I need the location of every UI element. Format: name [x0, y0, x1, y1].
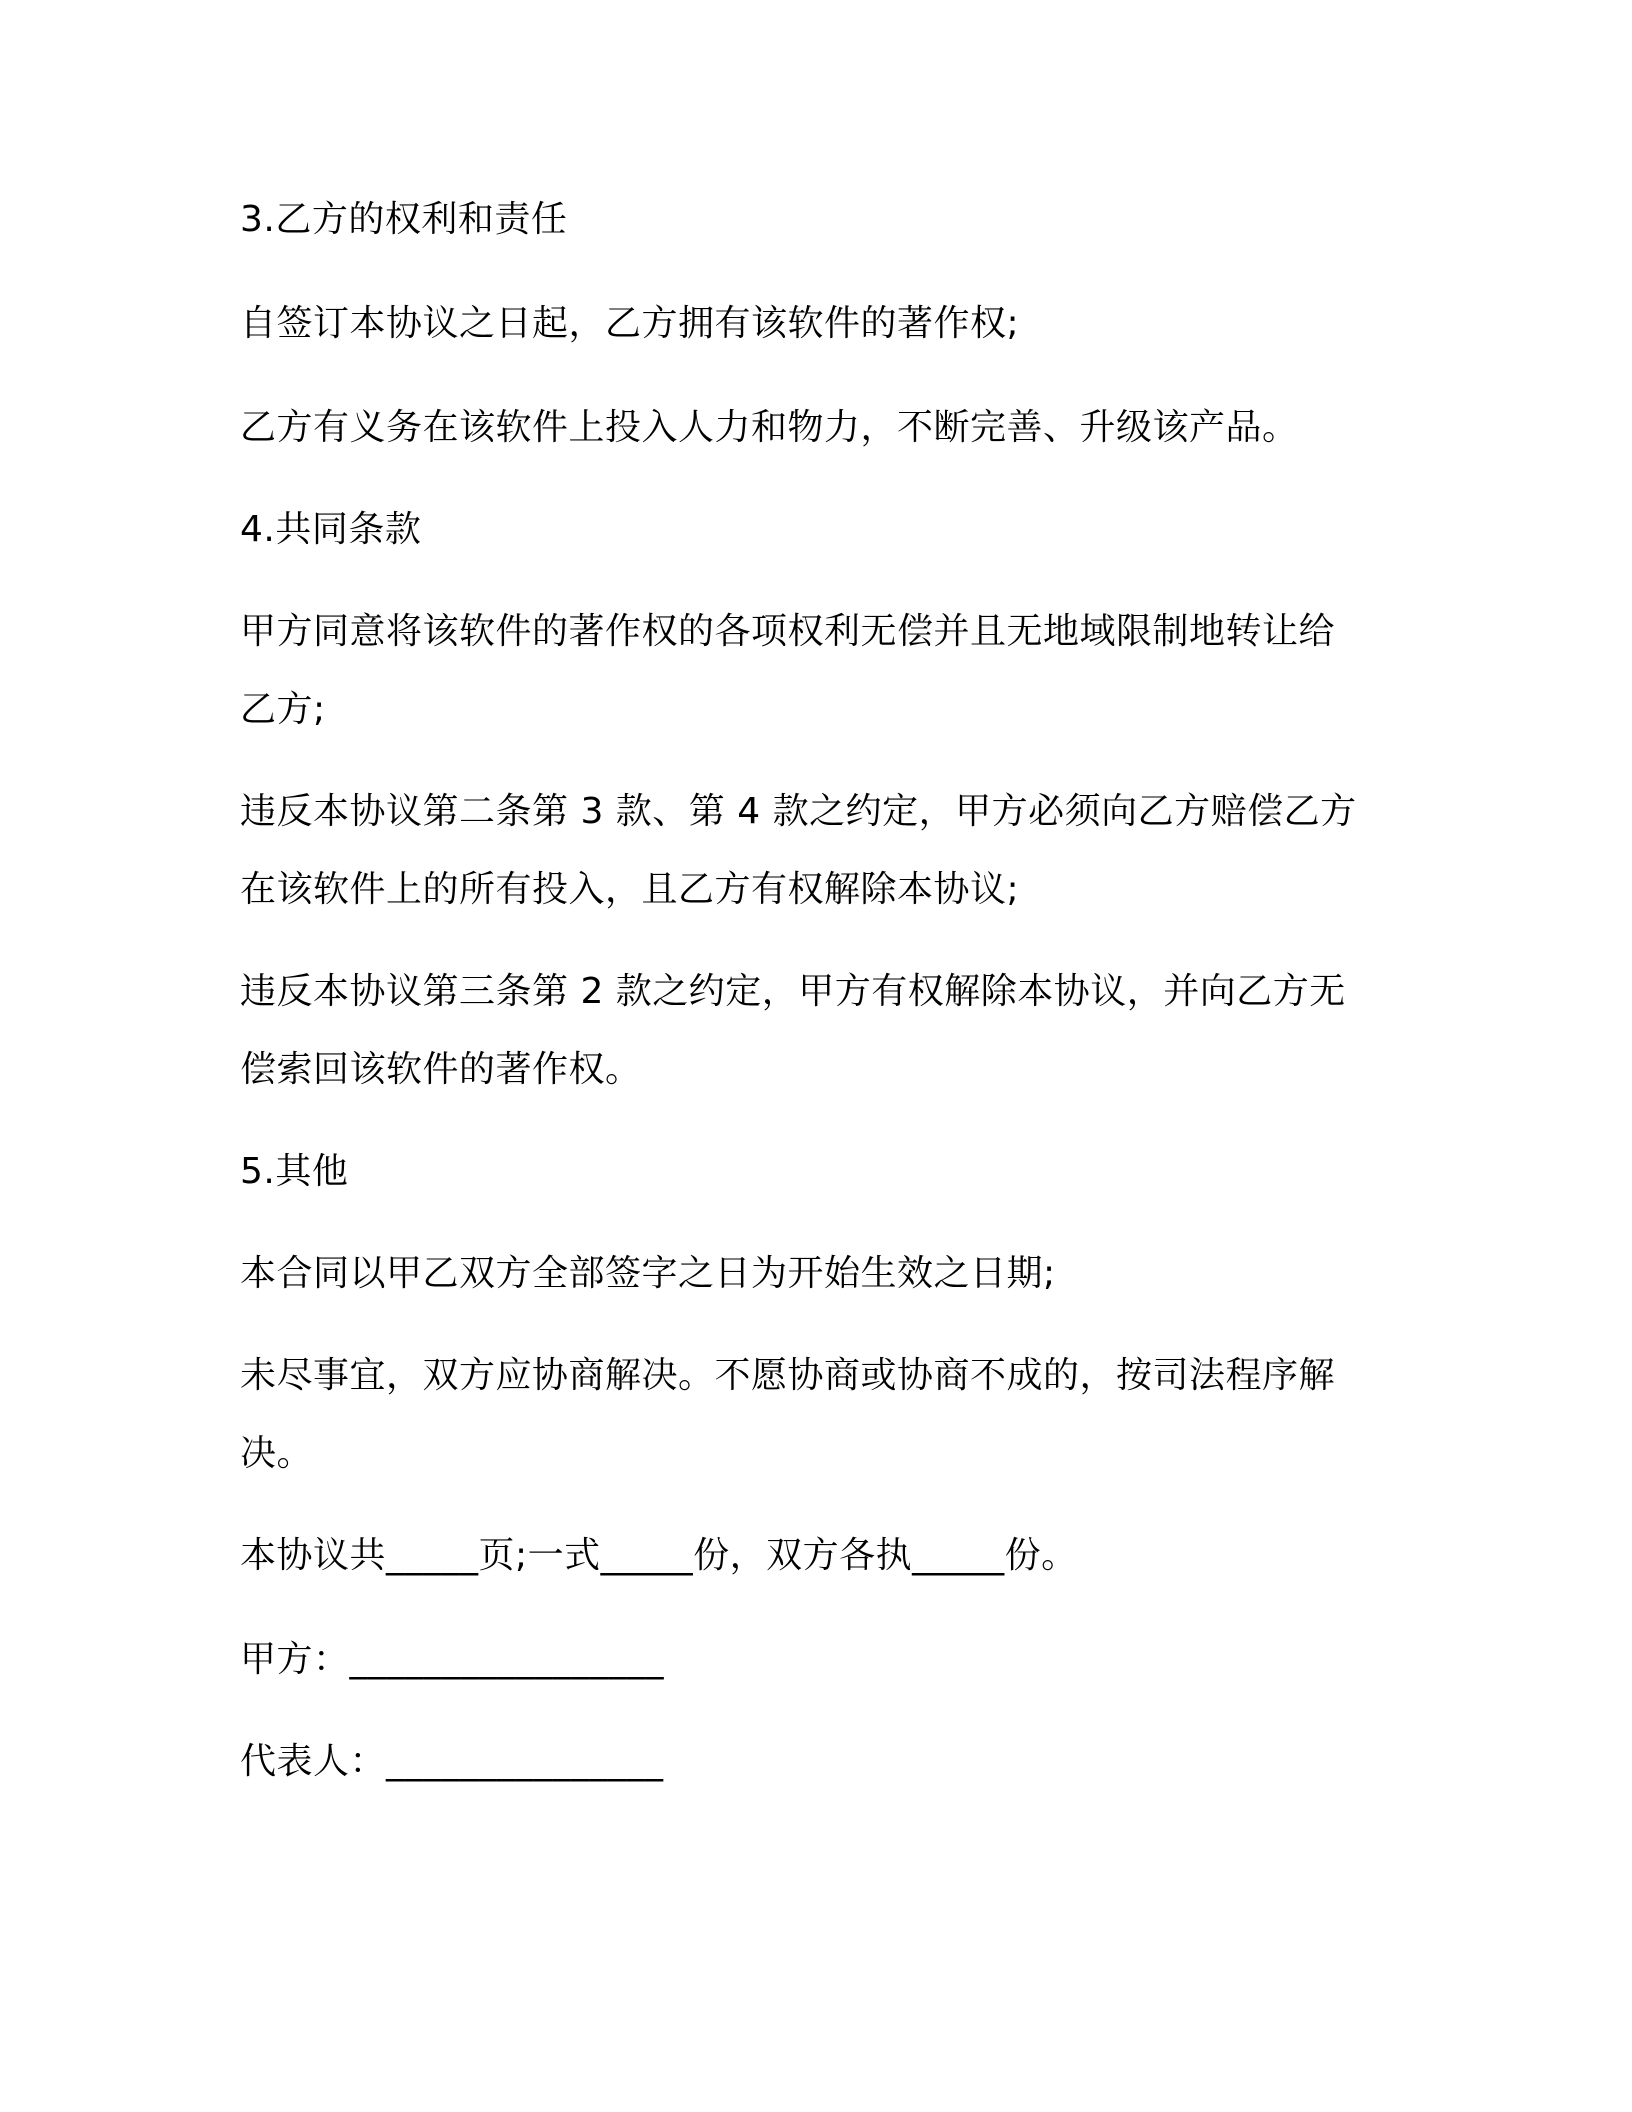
section-5-item-1: 本合同以甲乙双方全部签字之日为开始生效之日期; — [240, 1253, 1056, 1294]
section-4-item-3-line-1: 违反本协议第三条第 2 款之约定，甲方有权解除本协议，并向乙方无 — [240, 971, 1346, 1012]
representative-signature-line: 代表人：_______________ — [240, 1741, 664, 1782]
section-4-item-1-line-1: 甲方同意将该软件的著作权的各项权利无偿并且无地域限制地转让给 — [240, 611, 1336, 652]
section-5-item-2-line-1: 未尽事宜，双方应协商解决。不愿协商或协商不成的，按司法程序解 — [240, 1355, 1336, 1396]
section-4-item-1-line-2: 乙方; — [240, 689, 326, 730]
party-a-signature-line: 甲方：_________________ — [240, 1639, 665, 1680]
section-3-heading: 3.乙方的权利和责任 — [240, 199, 568, 240]
section-5-heading: 5.其他 — [240, 1151, 349, 1192]
document-page — [240, 0, 1380, 2112]
section-3-item-2: 乙方有义务在该软件上投入人力和物力，不断完善、升级该产品。 — [240, 407, 1299, 448]
section-4-heading: 4.共同条款 — [240, 509, 422, 550]
page-count-line: 本协议共_____页;一式_____份，双方各执_____份。 — [240, 1535, 1078, 1576]
section-3-item-1: 自签订本协议之日起，乙方拥有该软件的著作权; — [240, 303, 1020, 344]
section-5-item-2-line-2: 决。 — [240, 1433, 314, 1474]
section-4-item-2-line-1: 违反本协议第二条第 3 款、第 4 款之约定，甲方必须向乙方赔偿乙方 — [240, 791, 1357, 832]
section-4-item-2-line-2: 在该软件上的所有投入，且乙方有权解除本协议; — [240, 869, 1020, 910]
section-4-item-3-line-2: 偿索回该软件的著作权。 — [240, 1049, 642, 1090]
